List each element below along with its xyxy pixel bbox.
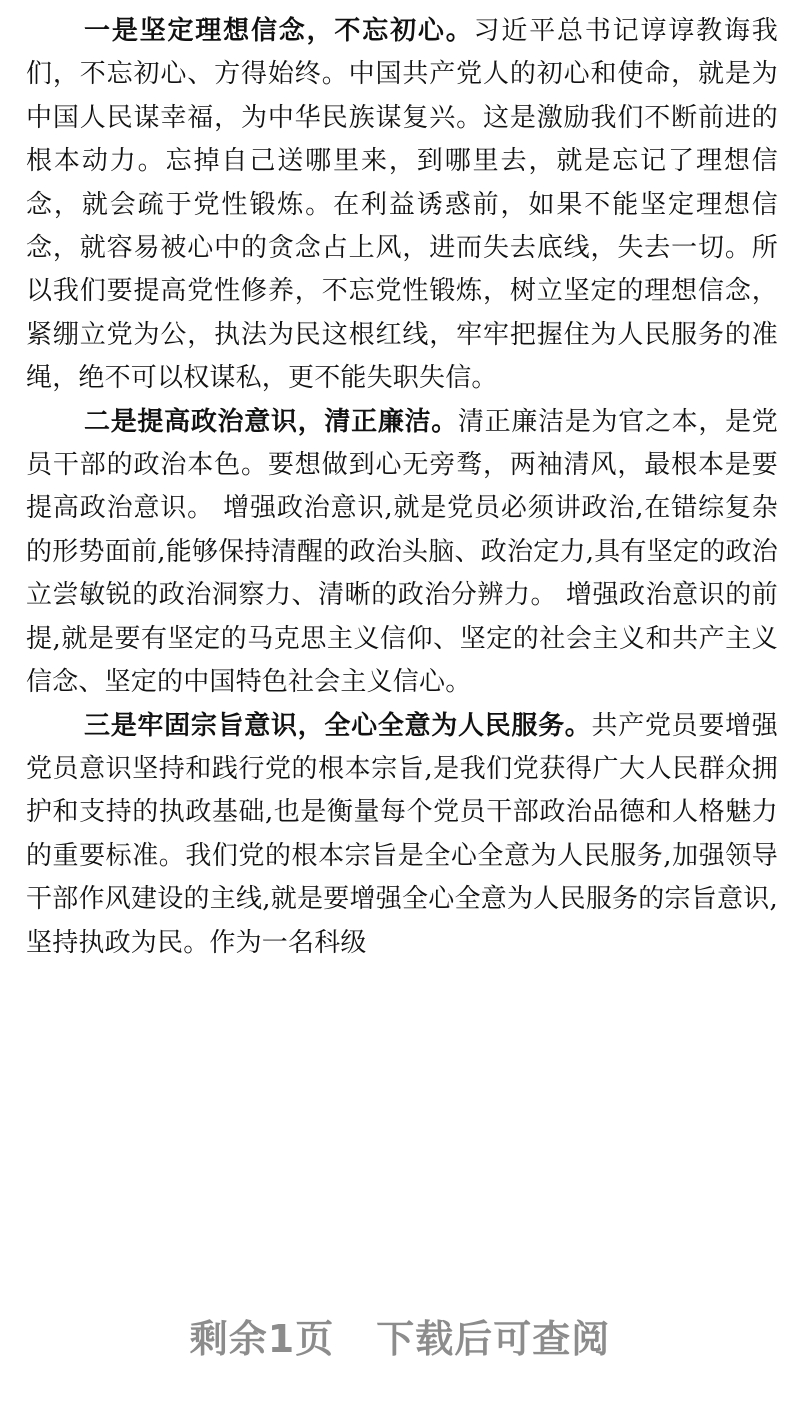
download-to-view-label: 下载后可查阅 <box>376 1317 611 1361</box>
paragraph-2-text: 清正廉洁是为官之本，是党员干部的政治本色。要想做到心无旁骛，两袖清风，最根本是要提高政治意识。 增强政治意识,就是党员必须讲政治,在错综复杂的形势面前,能够保持清醒的政治头脑、政治定力,具有坚定的政治立尝敏锐的政治洞察力、清晰的政治分辨力。 增强政治意识的前提,就是要有坚定的马克思主义信仰、坚定的社会主义和共产主义信念、坚定的中国特色社会主义信心。 <box>26 406 778 698</box>
paragraph-1-heading: 一是坚定理想信念，不忘初心。 <box>84 16 474 46</box>
paragraph-2 <box>26 401 778 705</box>
paragraph-1 <box>26 10 778 401</box>
paragraph-1-text: 习近平总书记谆谆教诲我们，不忘初心、方得始终。中国共产党人的初心和使命，就是为中国人民谋幸福，为中华民族谋复兴。这是激励我们不断前进的根本动力。忘掉自己送哪里来，到哪里去，就是忘记了理想信念，就会疏于党性锻炼。在利益诱惑前，如果不能坚定理想信念，就容易被心中的贪念占上风，进而失去底线，失去一切。所以我们要提高党性修养，不忘党性锻炼，树立坚定的理想信念，紧绷立党为公，执法为民这根红线，牢牢把握住为人民服务的准绳，绝不可以权谋私，更不能失职失信。 <box>26 16 778 394</box>
paragraph-3 <box>26 705 778 965</box>
paragraph-3-text: 共产党员要增强党员意识坚持和践行党的根本宗旨,是我们党获得广大人民群众拥护和支持的执政基础,也是衡量每个党员干部政治品德和人格魅力的重要标准。我们党的根本宗旨是全心全意为人民服务,加强领导干部作风建设的主线,就是要增强全心全意为人民服务的宗旨意识,坚持执政为民。作为一名科级 <box>26 710 778 958</box>
remaining-pages-label: 剩余1页 <box>189 1317 335 1361</box>
paragraph-2-heading: 二是提高政治意识，清正廉洁。 <box>84 406 458 437</box>
document-body <box>26 10 778 965</box>
paragraph-3-heading: 三是牢固宗旨意识，全心全意为人民服务。 <box>84 710 592 741</box>
download-notice[interactable] <box>0 1308 800 1363</box>
